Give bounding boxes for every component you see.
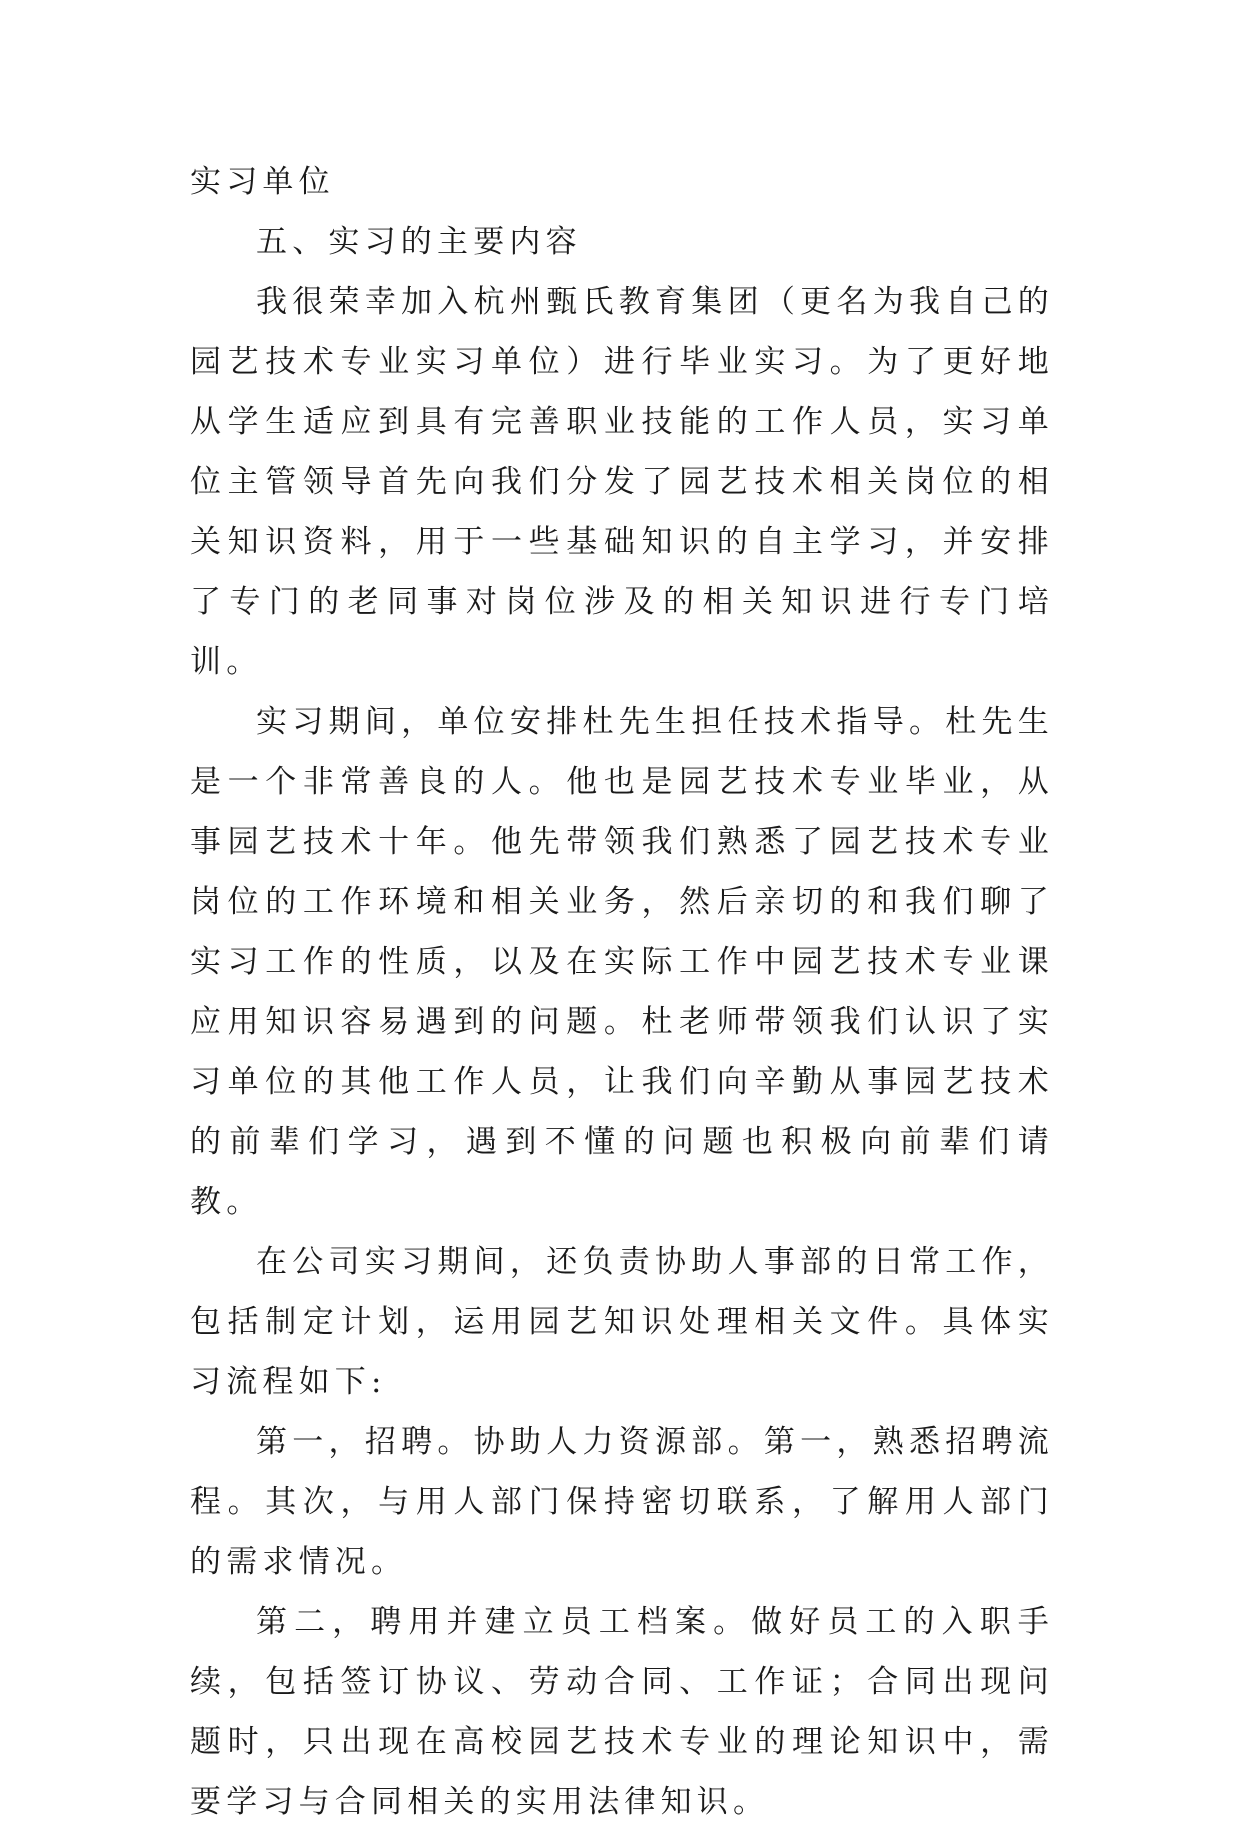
paragraph-employee-records: 第二，聘用并建立员工档案。做好员工的入职手续，包括签订协议、劳动合同、工作证；合同出现问题时，只出现在高校园艺技术专业的理论知识中，需要学习与合同相关的实用法律知识。 bbox=[190, 1604, 1054, 1820]
paragraph-mentor: 实习期间，单位安排杜先生担任技术指导。杜先生是一个非常善良的人。他也是园艺技术专业毕业，从事园艺技术十年。他先带领我们熟悉了园艺技术专业岗位的工作环境和相关业务，然后亲切的和我们聊了实习工作的性质，以及在实际工作中园艺技术专业课应用知识容易遇到的问题。杜老师带领我们认识了实习单位的其他工作人员，让我们向辛勤从事园艺技术的前辈们学习，遇到不懂的问题也积极向前辈们请教。 bbox=[190, 704, 1054, 1220]
paragraph-hr-work: 在公司实习期间，还负责协助人事部的日常工作，包括制定计划，运用园艺知识处理相关文件。具体实习流程如下: bbox=[190, 1244, 1054, 1400]
section-heading-main-content: 五、实习的主要内容 bbox=[256, 224, 582, 260]
paragraph-joining-company: 我很荣幸加入杭州甄氏教育集团（更名为我自己的园艺技术专业实习单位）进行毕业实习。为了更好地从学生适应到具有完善职业技能的工作人员，实习单位主管领导首先向我们分发了园艺技术相关岗位的相关知识资料，用于一些基础知识的自主学习，并安排了专门的老同事对岗位涉及的相关知识进行专门培训。 bbox=[190, 284, 1054, 680]
paragraph-internship-unit: 实习单位 bbox=[190, 164, 335, 200]
document-body bbox=[190, 152, 1054, 1832]
paragraph-recruitment: 第一，招聘。协助人力资源部。第一，熟悉招聘流程。其次，与用人部门保持密切联系，了解用人部门的需求情况。 bbox=[190, 1424, 1054, 1580]
